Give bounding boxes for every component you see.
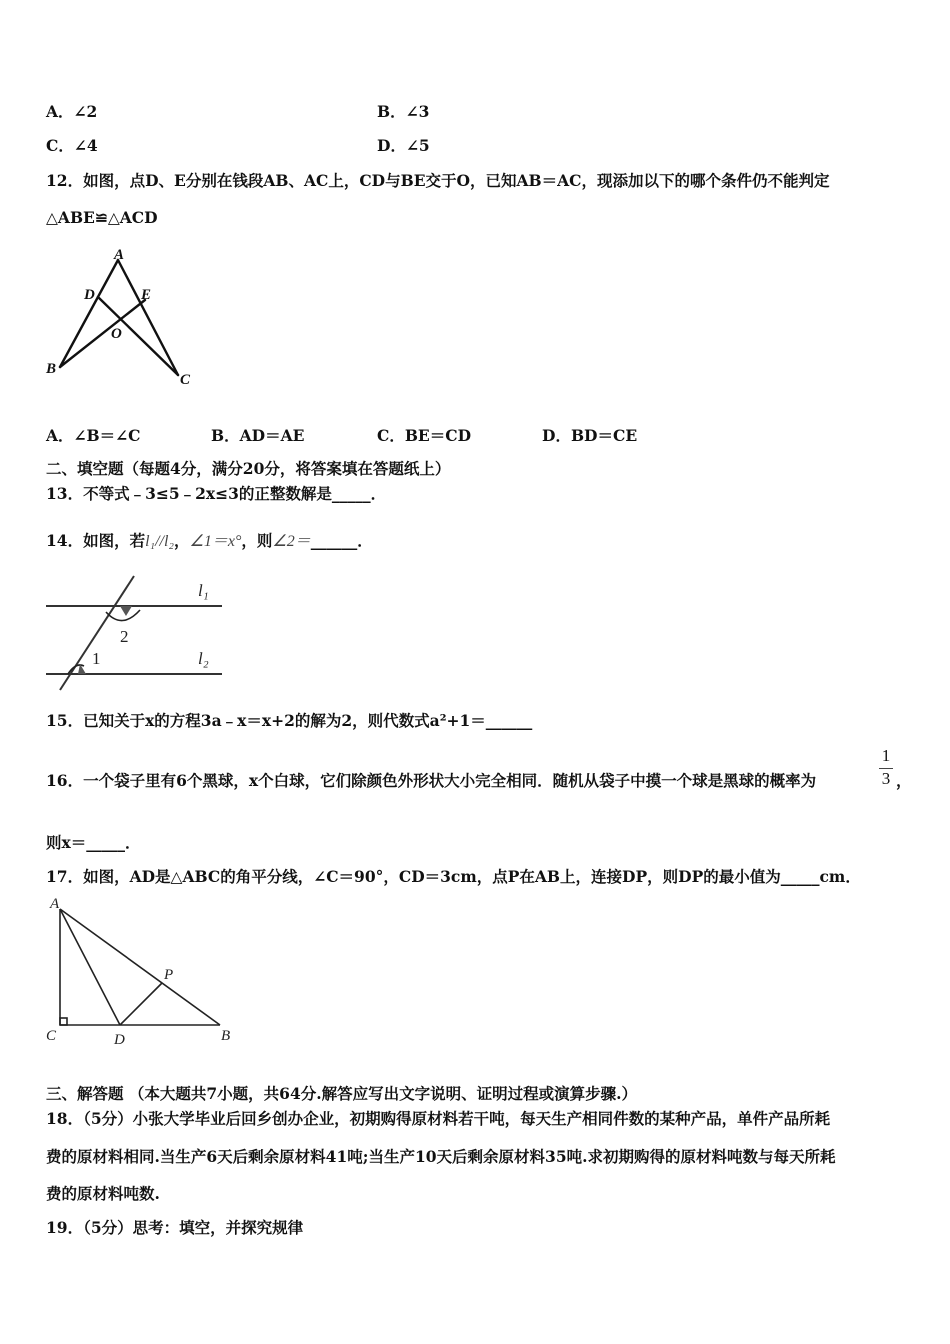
q16-denominator: 3 [881, 769, 891, 788]
q17-right-triangle-figure [40, 895, 240, 1050]
q12-label-c: C [180, 372, 191, 388]
q19-text: 19．（5分）思考：填空，并探究规律 [46, 1218, 304, 1237]
q14-mid: ，则 [241, 531, 273, 550]
q12-label-a: A [114, 247, 125, 263]
q16-fraction [876, 746, 896, 789]
q14-label-l1: l₁ [198, 581, 209, 600]
q12-option-a: A．∠B＝∠C [46, 426, 141, 445]
q14-prefix: 14．如图，若 [46, 531, 146, 550]
q12-label-o: O [111, 326, 122, 342]
q11-option-b: B．∠3 [377, 102, 430, 121]
q14-parallel-expr: l₁//l₂ [145, 533, 174, 550]
q12-option-b: B．AD＝AE [211, 426, 305, 445]
q18-text-line1: 18．（5分）小张大学毕业后回乡创办企业，初期购得原材料若干吨，每天生产相同件数的某种产品，单件产品所耗 [46, 1109, 831, 1128]
q12-option-c: C．BE＝CD [377, 426, 472, 445]
q11-option-c: C．∠4 [46, 136, 98, 155]
q17-label-b: B [221, 1028, 231, 1044]
q17-text: 17．如图，AD是△ABC的角平分线，∠C＝90°，CD＝3cm，点P在AB上，连接DP，则DP的最小值为_____cm． [46, 867, 861, 886]
q16-comma: ， [896, 771, 912, 790]
q15-text: 15．已知关于x的方程3a﹣x＝x+2的解为2，则代数式a²+1＝______ [46, 711, 533, 730]
q14-angle2-expr: ∠2＝ [272, 533, 311, 550]
q14-sep: ， [173, 531, 190, 550]
q14-angle1-expr: ∠1＝x° [189, 533, 242, 550]
q17-label-p: P [164, 967, 174, 983]
q18-text-line3: 费的原材料吨数. [46, 1184, 160, 1203]
q14-suffix: ______． [310, 531, 373, 550]
q18-text-line2: 费的原材料相同.当生产6天后剩余原材料41吨;当生产10天后剩余原材料35吨.求初期购得的原材料吨数与每天所耗 [46, 1147, 836, 1166]
q13-text: 13．不等式﹣3≤5﹣2x≤3的正整数解是_____． [46, 484, 387, 503]
q16-text-line1: 16．一个袋子里有6个黑球，x个白球，它们除颜色外形状大小完全相同．随机从袋子中摸一个球是黑球的概率为 [46, 771, 817, 790]
q14-label-angle1: 1 [92, 649, 101, 668]
q11-option-a: A．∠2 [46, 102, 98, 121]
q12-option-d: D．BD＝CE [542, 426, 638, 445]
q11-option-d: D．∠5 [377, 136, 430, 155]
q14-parallel-lines-figure [40, 570, 230, 695]
q12-text-line1: 12．如图，点D、E分别在钱段AB、AC上，CD与BE交于O，已知AB＝AC，现添加以下的哪个条件仍不能判定 [46, 171, 830, 190]
q16-numerator: 1 [881, 746, 891, 765]
q17-label-a: A [50, 896, 60, 912]
q14-label-angle2: 2 [120, 627, 129, 646]
section3-heading: 三、解答题 （本大题共7小题，共64分.解答应写出文字说明、证明过程或演算步骤.） [46, 1084, 638, 1103]
q17-label-d: D [114, 1032, 125, 1048]
q17-label-c: C [46, 1028, 57, 1044]
q14-text [46, 531, 373, 552]
q12-text-line2: △ABE≌△ACD [46, 208, 158, 227]
q16-text-line2: 则x＝_____． [46, 833, 141, 852]
q12-label-b: B [46, 361, 57, 377]
section2-heading: 二、填空题（每题4分，满分20分，将答案填在答题纸上） [46, 459, 451, 478]
q12-label-d: D [84, 287, 95, 303]
q12-triangle-figure [40, 245, 210, 395]
q14-label-l2: l₂ [198, 649, 209, 668]
q12-label-e: E [141, 287, 152, 303]
